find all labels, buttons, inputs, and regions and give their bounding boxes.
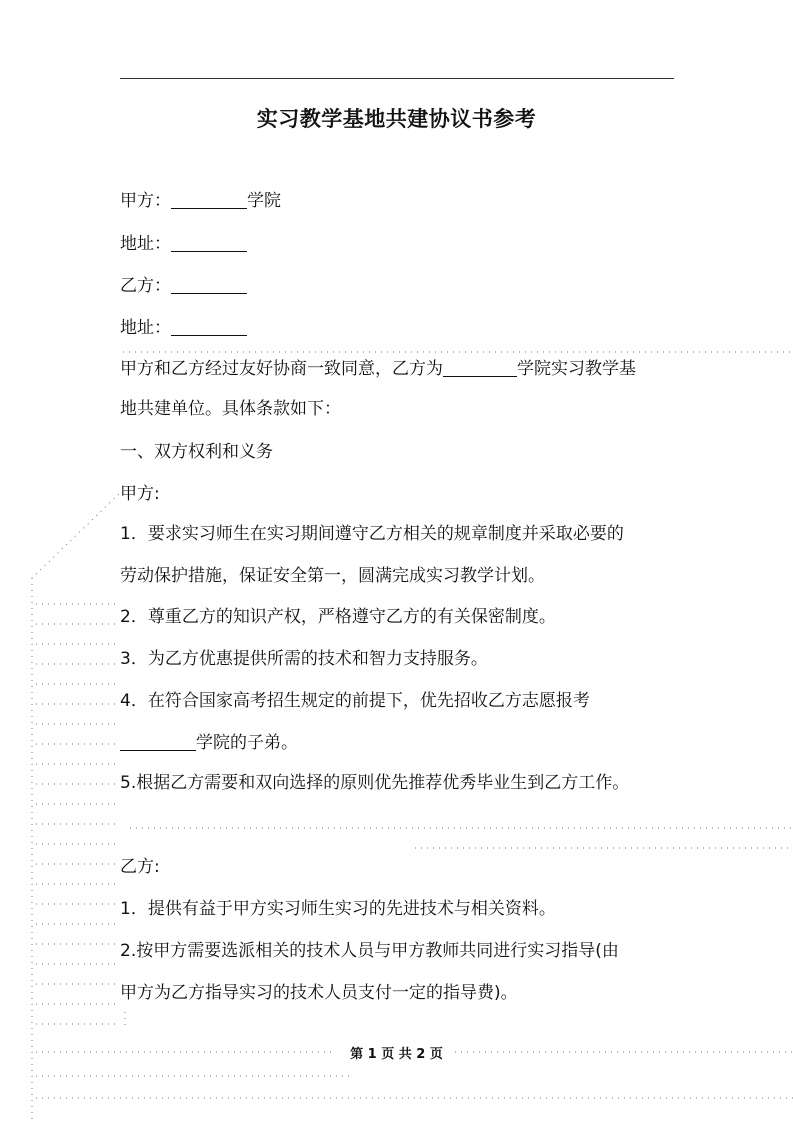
intro-part2: 学院实习教学基 <box>517 359 636 379</box>
b-item-2-line-1: 2.按甲方需要选派相关的技术人员与甲方教师共同进行实习指导(由 <box>120 941 619 961</box>
party-a-suffix: 学院 <box>247 191 281 211</box>
b-item-1: 1．提供有益于甲方实习师生实习的先进技术与相关资料。 <box>120 899 556 919</box>
party-a-line <box>120 189 281 213</box>
party-b-heading: 乙方: <box>120 857 160 877</box>
intro-blank <box>443 358 517 377</box>
document-title: 实习教学基地共建协议书参考 <box>256 107 537 131</box>
party-b-blank <box>171 275 247 294</box>
party-a-heading: 甲方: <box>120 484 160 504</box>
a-item-4-line-1: 4．在符合国家高考招生规定的前提下，优先招收乙方志愿报考 <box>120 691 590 711</box>
page-footer: 第 1 页 共 2 页 <box>350 1047 443 1062</box>
address-a-blank <box>171 233 247 252</box>
address-b-label: 地址： <box>120 318 171 338</box>
a-item-1-line-2: 劳动保护措施，保证安全第一，圆满完成实习教学计划。 <box>120 566 545 586</box>
address-b-line <box>120 316 247 340</box>
a-item-4-line-2 <box>120 731 298 755</box>
a-item-3: 3．为乙方优惠提供所需的技术和智力支持服务。 <box>120 649 488 669</box>
a-item-1-line-1: 1．要求实习师生在实习期间遵守乙方相关的规章制度并采取必要的 <box>120 524 624 544</box>
header-rule <box>120 78 674 79</box>
a-item-2: 2．尊重乙方的知识产权，严格遵守乙方的有关保密制度。 <box>120 607 556 627</box>
section-heading: 一、双方权利和义务 <box>120 442 273 462</box>
a-item-4-blank <box>120 732 196 751</box>
intro-part1: 甲方和乙方经过友好协商一致同意，乙方为 <box>120 359 443 379</box>
party-a-label: 甲方： <box>120 191 171 211</box>
a-item-5: 5.根据乙方需要和双向选择的原则优先推荐优秀毕业生到乙方工作。 <box>120 773 630 793</box>
party-a-blank <box>171 190 247 209</box>
a-item-4-suffix: 学院的子弟。 <box>196 733 298 753</box>
intro-line-2: 地共建单位。具体条款如下： <box>120 399 341 419</box>
b-item-2-line-2: 甲方为乙方指导实习的技术人员支付一定的指导费)。 <box>120 983 518 1003</box>
intro-line-1 <box>120 357 636 381</box>
party-b-line <box>120 274 247 298</box>
address-b-blank <box>171 317 247 336</box>
address-a-line <box>120 232 247 256</box>
address-a-label: 地址： <box>120 234 171 254</box>
party-b-label: 乙方： <box>120 276 171 296</box>
